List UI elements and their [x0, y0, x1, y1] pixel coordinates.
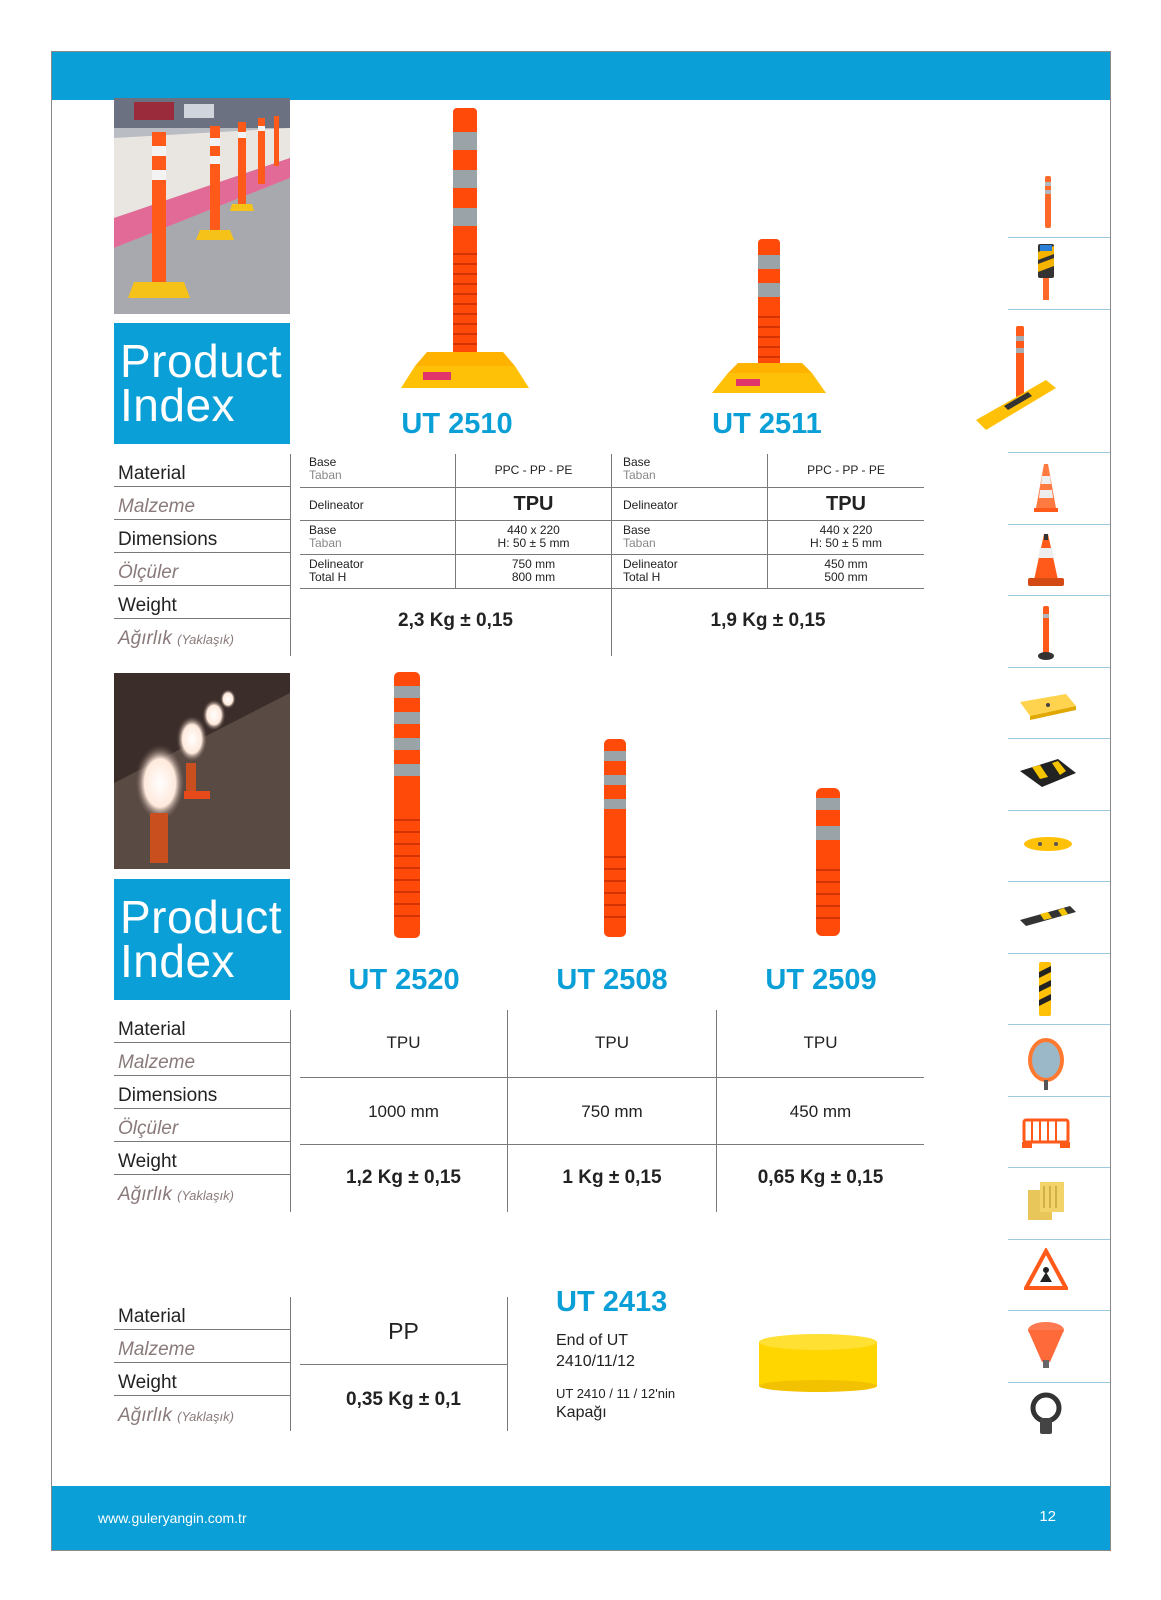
speed-bump-icon: [1018, 690, 1078, 720]
label-material: Material: [114, 1010, 290, 1043]
ut2413-weight: 0,35 Kg ± 0,1: [346, 1389, 461, 1410]
traffic-mirror-icon: [1024, 1034, 1068, 1090]
product-index-title-2: Product Index: [114, 879, 290, 1000]
label-weight: Weight: [114, 1363, 290, 1396]
ut2413-model-title: UT 2413: [556, 1286, 668, 1318]
ut2510-product-image: [397, 104, 532, 396]
ut2510-base-dim-label: Base Taban: [309, 523, 342, 550]
ut2510-base-dims: 440 x 220 H: 50 ± 5 mm: [497, 523, 570, 550]
mirror-bracket-icon: [1028, 1392, 1064, 1438]
ut2511-product-image: [710, 237, 830, 397]
top-bar: [52, 52, 1110, 100]
ut2511-base-label: Base Taban: [623, 455, 656, 482]
label-dimensions-tr: Ölçüler: [114, 553, 290, 586]
bottom-bar: [52, 1486, 1110, 1550]
section3-labels: [114, 1297, 290, 1429]
ut2508-material: TPU: [595, 1033, 629, 1052]
ut2510-height-label: Delineator Total H: [309, 557, 364, 584]
bollards-night-photo: [114, 673, 290, 869]
ut2511-heights: 450 mm 500 mm: [824, 557, 868, 584]
bollard-icon: [1038, 174, 1058, 232]
section2-labels: [114, 1010, 290, 1208]
ut2508-dimension: 750 mm: [581, 1102, 643, 1121]
ut2510-base-label: Base Taban: [309, 455, 342, 482]
product-index-title: Product Index: [114, 323, 290, 444]
cable-protector-icon: [1022, 834, 1074, 854]
ut2511-base-dims: 440 x 220 H: 50 ± 5 mm: [810, 523, 882, 550]
ut2510-model-title: UT 2510: [401, 408, 513, 440]
ut2511-base-material: PPC - PP - PE: [807, 463, 885, 477]
ut2511-delineator-material: TPU: [826, 493, 866, 515]
ut2413-desc-tr: UT 2410 / 11 / 12'nin Kapağı: [556, 1386, 676, 1421]
label-material-tr: Malzeme: [114, 487, 290, 520]
ut2508-weight: 1 Kg ± 0,15: [562, 1167, 662, 1188]
ut2510-delineator-label: Delineator: [309, 498, 364, 512]
parking-stopper-icon: [1018, 900, 1078, 930]
catalog-page: [51, 51, 1111, 1551]
ut2509-weight: 0,65 Kg ± 0,15: [757, 1167, 884, 1188]
ut2508-product-image: [602, 737, 628, 941]
post-icon: [1036, 604, 1056, 662]
label-material: Material: [114, 1297, 290, 1330]
ut2509-dimension: 450 mm: [789, 1102, 852, 1121]
label-weight: Weight: [114, 1142, 290, 1175]
page-number: 12: [1039, 1508, 1056, 1525]
sign-post-icon: [1034, 242, 1058, 302]
ut2511-model-title: UT 2511: [712, 408, 822, 440]
ut2413-material: PP: [388, 1318, 419, 1344]
ut2510-weight: 2,3 Kg ± 0,15: [398, 610, 513, 631]
speed-bump-black-icon: [1018, 757, 1078, 793]
label-weight-tr: Ağırlık (Yaklaşık): [118, 628, 234, 649]
ut2511-base-dim-label: Base Taban: [623, 523, 656, 550]
ut2413-cap-image: [757, 1332, 879, 1394]
label-weight: Weight: [114, 586, 290, 619]
label-dimensions-tr: Ölçüler: [114, 1109, 290, 1142]
ut2520-dimension: 1000 mm: [368, 1102, 439, 1121]
delineator-base-icon: [976, 324, 1056, 432]
ut2520-weight: 1,2 Kg ± 0,15: [346, 1167, 461, 1188]
ut2510-delineator-material: TPU: [513, 493, 554, 515]
warning-sign-icon: [1024, 1248, 1068, 1292]
ut2509-model-title: UT 2509: [765, 964, 877, 996]
label-material: Material: [114, 454, 290, 487]
tactile-tile-icon: [1026, 1178, 1066, 1222]
label-material-tr: Malzeme: [114, 1043, 290, 1076]
ut2510-heights: 750 mm 800 mm: [511, 557, 556, 584]
footer-url-link[interactable]: www.guleryangin.com.tr: [98, 1510, 247, 1526]
barrier-icon: [1020, 1116, 1072, 1150]
ut2511-weight: 1,9 Kg ± 0,15: [710, 610, 826, 631]
label-dimensions: Dimensions: [114, 1076, 290, 1109]
column-guard-icon: [1034, 960, 1056, 1018]
ut2511-height-label: Delineator Total H: [623, 557, 678, 584]
ut2509-material: TPU: [803, 1033, 838, 1052]
ut2520-material: TPU: [386, 1033, 421, 1052]
ut2509-product-image: [814, 786, 842, 940]
cone-lamp-icon: [1026, 1320, 1066, 1370]
bollards-street-photo: [114, 98, 290, 314]
ut2510-base-material: PPC - PP - PE: [494, 463, 573, 477]
label-dimensions: Dimensions: [114, 520, 290, 553]
section1-labels: [114, 454, 290, 652]
label-weight-tr: Ağırlık (Yaklaşık): [118, 1184, 234, 1205]
ut2413-desc-en: End of UT 2410/11/12: [556, 1332, 635, 1370]
ut2520-model-title: UT 2520: [348, 964, 460, 996]
ut2520-product-image: [392, 670, 422, 942]
label-material-tr: Malzeme: [114, 1330, 290, 1363]
large-cone-icon: [1028, 532, 1064, 588]
ut2508-model-title: UT 2508: [556, 964, 668, 996]
ut2511-delineator-label: Delineator: [623, 498, 678, 512]
traffic-cone-icon: [1034, 462, 1058, 514]
label-weight-tr: Ağırlık (Yaklaşık): [118, 1405, 234, 1426]
